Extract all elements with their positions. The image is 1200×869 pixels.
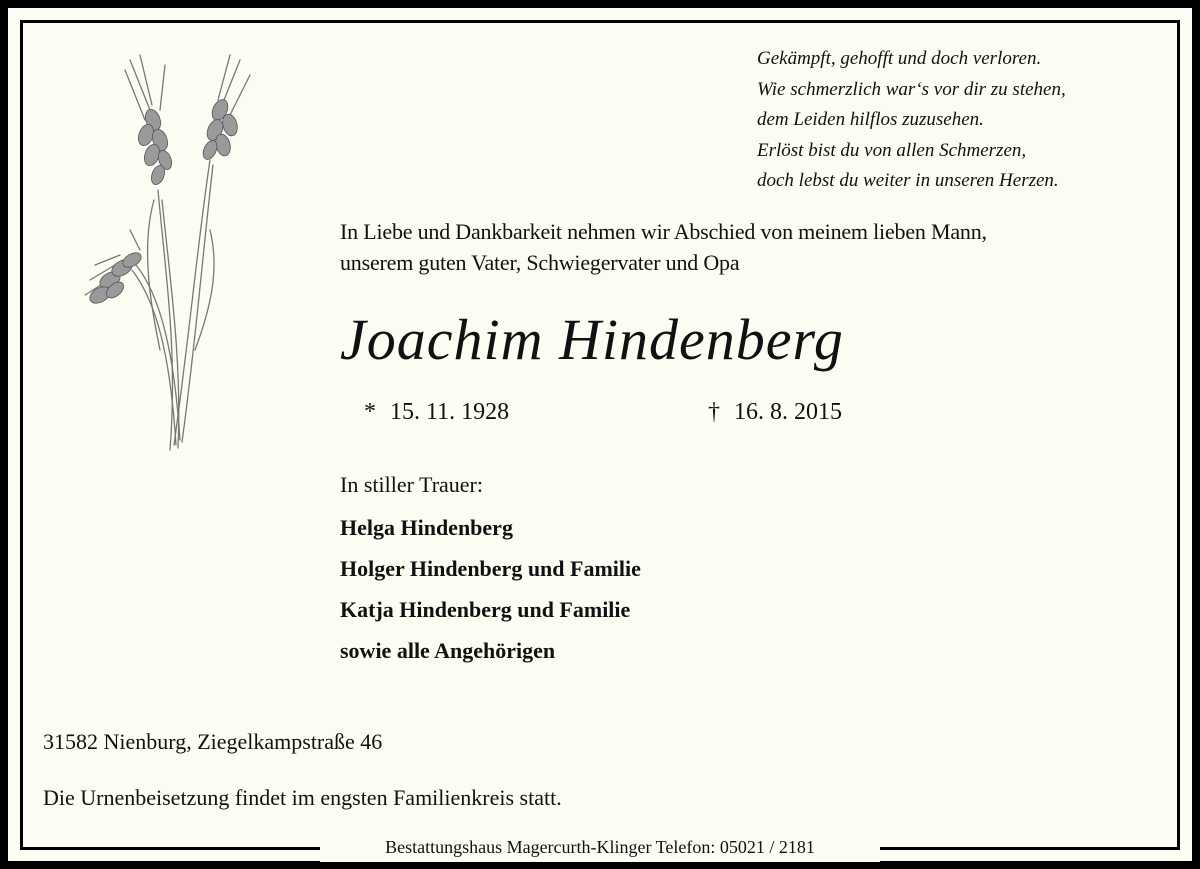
death-date [708,399,842,426]
poem-line: dem Leiden hilflos zuzusehen. [757,109,984,130]
mourners-heading: In stiller Trauer: [340,472,483,497]
poem-line: Gekämpft, gehofft und doch verloren. [757,48,1042,69]
death-symbol: † [708,399,720,425]
mourners-list [340,507,641,671]
mourner-name: Helga Hindenberg [340,515,513,540]
birth-date-value: 15. 11. 1928 [390,399,510,425]
mourner-name: Holger Hindenberg und Familie [340,556,641,581]
birth-date [364,399,509,426]
birth-symbol: * [364,399,376,425]
funeral-home-footer: Bestattungshaus Magercurth-Klinger Telefon: 05021 / 2181 [320,832,880,862]
mourner-name: Katja Hindenberg und Familie [340,597,631,622]
poem-line: doch lebst du weiter in unseren Herzen. [757,170,1059,191]
intro-line: unserem guten Vater, Schwiegervater und Opa [340,250,740,275]
poem-line: Erlöst bist du von allen Schmerzen, [757,139,1027,161]
mourner-name: sowie alle Angehörigen [340,638,556,663]
wheat-ears-icon [70,50,280,480]
intro-text [340,216,1170,278]
deceased-name: Joachim Hindenberg [340,307,844,372]
poem-line: Wie schmerzlich war‘s vor dir zu stehen, [757,78,1066,100]
burial-notice: Die Urnenbeisetzung findet im engsten Familienkreis statt. [43,785,562,810]
poem [757,44,1167,197]
death-date-value: 16. 8. 2015 [734,399,842,425]
intro-line: In Liebe und Dankbarkeit nehmen wir Abschied von meinem lieben Mann, [340,219,987,244]
address: 31582 Nienburg, Ziegelkampstraße 46 [43,729,383,754]
